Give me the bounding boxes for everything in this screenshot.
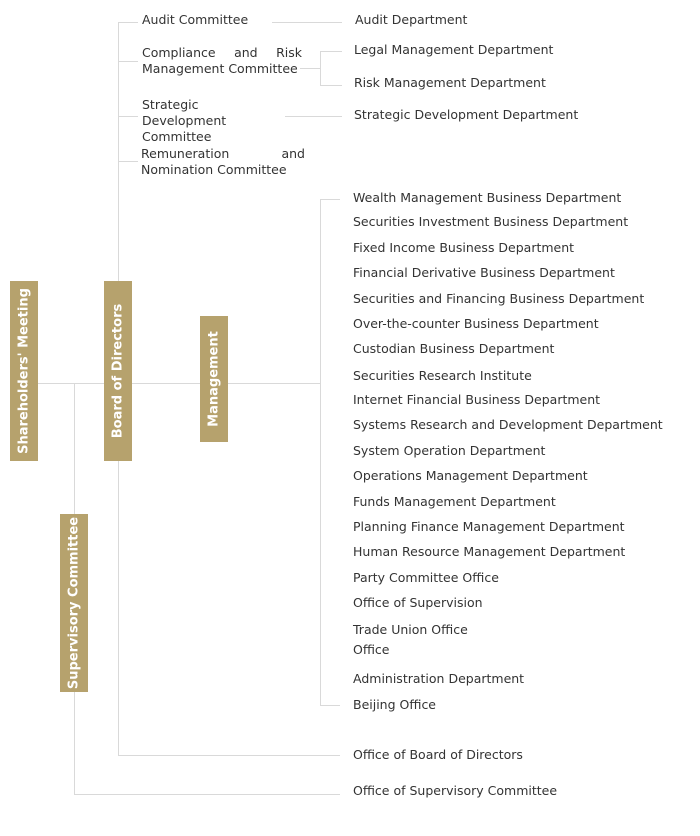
committee-audit: Audit Committee (142, 12, 249, 27)
committee-compliance-risk: Compliance and Risk Management Committee (142, 45, 302, 76)
department-item: Financial Derivative Business Department (353, 265, 615, 280)
connector-board-office (118, 755, 340, 756)
office-of-supervisory-committee: Office of Supervisory Committee (353, 783, 558, 798)
office-of-board-of-directors: Office of Board of Directors (353, 747, 523, 762)
department-item: Securities Investment Business Department (353, 214, 629, 229)
connector-supervisory-office (74, 794, 340, 795)
department-item: Funds Management Department (353, 494, 556, 509)
department-item: Over-the-counter Business Department (353, 316, 599, 331)
connector-management-trunk (320, 199, 321, 705)
connector-compliance-committee (118, 61, 138, 62)
department-item: Party Committee Office (353, 570, 499, 585)
legal-management-department: Legal Management Department (354, 42, 554, 57)
shareholders-meeting-label: Shareholders' Meeting (16, 288, 32, 454)
supervisory-committee-box (60, 514, 88, 692)
department-item: Custodian Business Department (353, 341, 555, 356)
connector-legal-department (320, 51, 342, 52)
connector-strategic-committee (118, 116, 138, 117)
audit-department: Audit Department (355, 12, 468, 27)
strategic-development-department: Strategic Development Department (354, 107, 579, 122)
management-label: Management (206, 331, 222, 427)
department-item: Internet Financial Business Department (353, 392, 601, 407)
department-item: Systems Research and Development Department (353, 417, 663, 432)
shareholders-meeting-box (10, 281, 38, 461)
department-item: Securities and Financing Business Department (353, 291, 645, 306)
department-item: Planning Finance Management Department (353, 519, 625, 534)
board-of-directors-label: Board of Directors (110, 303, 126, 439)
risk-management-department: Risk Management Department (354, 75, 546, 90)
department-item: Fixed Income Business Department (353, 240, 575, 255)
connector-strategic-department (285, 116, 342, 117)
connector-audit-committee (118, 22, 138, 23)
department-item: Operations Management Department (353, 468, 588, 483)
department-item: System Operation Department (353, 443, 546, 458)
connector-first-department (320, 199, 340, 200)
committee-remuneration-nomination: Remuneration and Nomination Committee (141, 146, 305, 177)
department-item: Office of Supervision (353, 595, 483, 610)
department-item: Office (353, 642, 390, 657)
connector-compliance-split (300, 68, 320, 69)
connector-compliance-branch (320, 51, 321, 85)
connector-main-horizontal (38, 383, 321, 384)
department-item: Beijing Office (353, 697, 437, 712)
department-item: Human Resource Management Department (353, 544, 626, 559)
department-item: Trade Union Office (353, 622, 468, 637)
department-item: Wealth Management Business Department (353, 190, 622, 205)
connector-last-department (320, 705, 340, 706)
connector-audit-department (272, 22, 342, 23)
connector-remuneration-committee (118, 161, 138, 162)
committee-strategic-development: Strategic Development Committee (142, 97, 227, 144)
supervisory-committee-label: Supervisory Committee (66, 516, 82, 690)
board-of-directors-box (104, 281, 132, 461)
connector-risk-department (320, 85, 342, 86)
department-item: Securities Research Institute (353, 368, 532, 383)
department-item: Administration Department (353, 671, 525, 686)
management-box (200, 316, 228, 442)
